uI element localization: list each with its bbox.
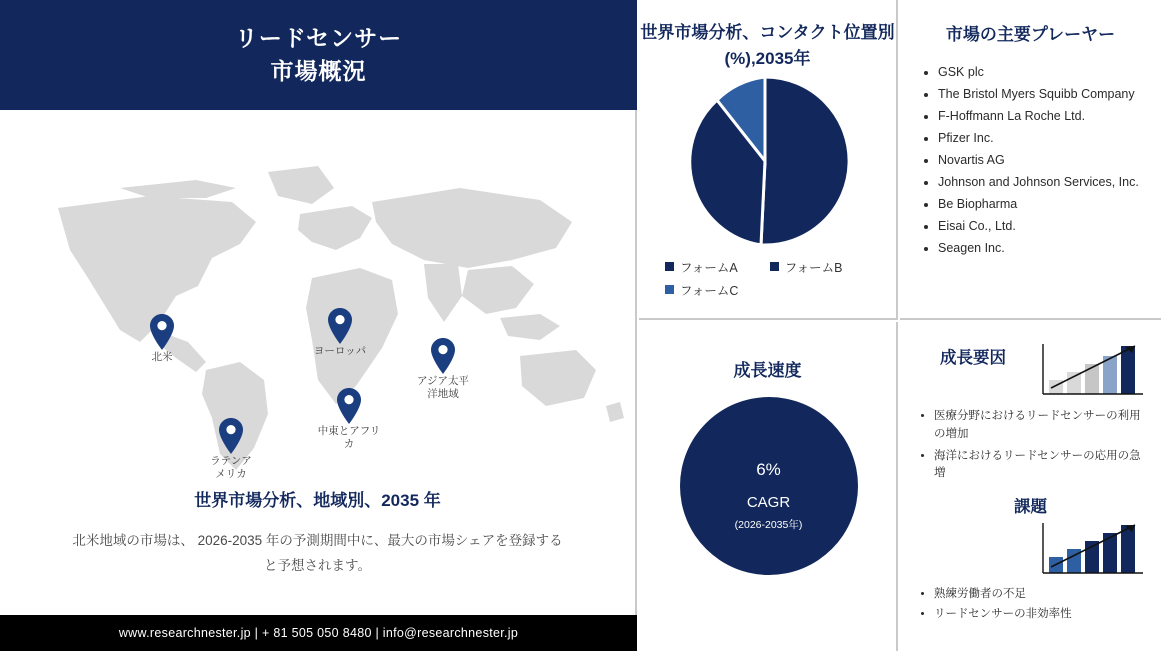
- list-item: • Novartis AG: [938, 150, 1143, 170]
- list-item: • 医療分野におけるリードセンサーの利用の増加: [934, 408, 1143, 444]
- region-analysis-body: 北米地域の市場は、 2026-2035 年の予測期間中に、最大の市場シェアを登録すると予想されます。: [72, 533, 563, 573]
- cagr-years: (2026-2035年): [734, 519, 803, 532]
- pie-chart-title: 世界市場分析、コンタクト位置別(%),2035年: [640, 23, 895, 69]
- map-pin-europe[interactable]: [280, 308, 400, 358]
- location-pin-icon: [430, 338, 456, 374]
- title-banner: [0, 0, 637, 110]
- map-pin-label: 北米: [151, 351, 173, 363]
- legend-label: フォームB: [784, 260, 843, 275]
- page-title-line2: 市場概況: [270, 58, 367, 84]
- legend-item-form-a[interactable]: [665, 258, 738, 276]
- map-pin-latin-america[interactable]: [171, 418, 291, 481]
- list-item: • リードセンサーの非効率性: [934, 605, 1143, 625]
- world-map: [0, 118, 637, 481]
- growth-drivers-cell: [900, 322, 1161, 651]
- region-analysis-subtitle: 世界市場分析、地域別、2035 年: [194, 491, 441, 510]
- location-pin-icon: [336, 388, 362, 424]
- challenges-title: 課題: [1014, 498, 1047, 517]
- growth-rate-title: 成長速度: [733, 361, 802, 380]
- list-item: • Eisai Co., Ltd.: [938, 216, 1143, 236]
- challenges-list: [900, 585, 1161, 624]
- growth-drivers-list: [900, 408, 1161, 483]
- key-players-cell: [900, 0, 1161, 320]
- list-item: • The Bristol Myers Squibb Company: [938, 84, 1143, 104]
- growth-rate-cell: [639, 322, 898, 651]
- list-item: • F-Hoffmann La Roche Ltd.: [938, 106, 1143, 126]
- growth-drivers-title: 成長要因: [940, 349, 1006, 367]
- legend-item-form-c[interactable]: [665, 281, 738, 299]
- legend-label: フォームC: [680, 283, 739, 298]
- legend-swatch-icon: [665, 262, 674, 271]
- pie-chart: [639, 75, 898, 250]
- challenges-bar-chart: [914, 517, 1147, 579]
- list-item: • Seagen Inc.: [938, 238, 1143, 258]
- key-players-title: 市場の主要プレーヤー: [945, 25, 1116, 44]
- map-pin-north-america[interactable]: [102, 314, 222, 364]
- pie-chart-legend: [639, 250, 896, 299]
- list-item: • Pfizer Inc.: [938, 128, 1143, 148]
- growth-drivers-header: [900, 322, 1161, 400]
- list-item: • 海洋におけるリードセンサーの応用の急増: [934, 448, 1143, 484]
- pie-chart-cell: [639, 0, 898, 320]
- cagr-circle-chart: [639, 396, 898, 596]
- cagr-percent: 6%: [756, 460, 781, 480]
- legend-label: フォームA: [680, 260, 738, 275]
- list-item: • Be Biopharma: [938, 194, 1143, 214]
- list-item: • GSK plc: [938, 62, 1143, 82]
- legend-swatch-icon: [665, 285, 674, 294]
- list-item: • 熟練労働者の不足: [934, 585, 1143, 605]
- growth-bar-chart: [1032, 338, 1147, 400]
- map-pin-label: ラテンアメリカ: [210, 455, 252, 481]
- location-pin-icon: [149, 314, 175, 350]
- growth-bar-chart-svg: [1035, 338, 1147, 400]
- map-pin-label: 中東とアフリカ: [317, 425, 381, 451]
- footer-contact-bar[interactable]: www.researchnester.jp | + 81 505 050 8480 | info@researchnester.jp: [0, 615, 637, 651]
- challenges-header: [900, 517, 1161, 579]
- location-pin-icon: [218, 418, 244, 454]
- cagr-label: CAGR: [746, 494, 791, 512]
- list-item: • Johnson and Johnson Services, Inc.: [938, 172, 1143, 192]
- legend-item-form-b[interactable]: [770, 258, 843, 276]
- map-pin-middle-east-africa[interactable]: [289, 388, 409, 451]
- map-pin-label: ヨーロッパ: [313, 345, 367, 357]
- page-title-line1: リードセンサー: [234, 24, 403, 51]
- cagr-circle-svg: [679, 396, 859, 576]
- pie-chart-svg: [679, 75, 859, 247]
- map-pin-label: アジア太平洋地域: [416, 375, 470, 401]
- location-pin-icon: [327, 308, 353, 344]
- legend-swatch-icon: [770, 262, 779, 271]
- challenges-bar-chart-svg: [1035, 517, 1147, 579]
- key-players-list: [900, 62, 1161, 258]
